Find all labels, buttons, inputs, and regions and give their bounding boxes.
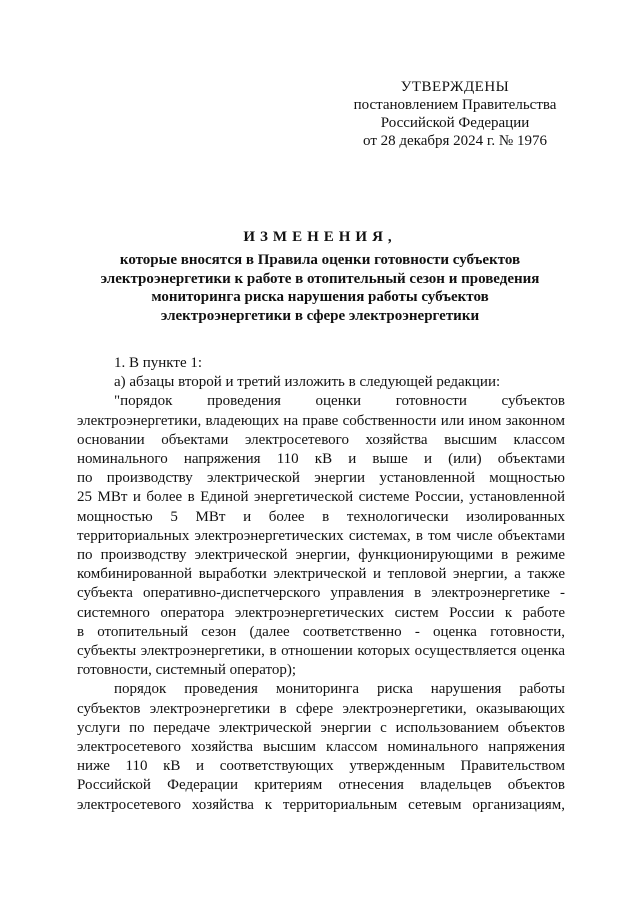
body-line: Российской Федерации критериям отнесения владельцев объектов xyxy=(77,777,565,794)
body-line: ниже 110 кВ и соответствующих утвержденным Правительством xyxy=(77,758,565,775)
document-subtitle-line: которые вносятся в Правила оценки готовности субъектов xyxy=(119,252,521,268)
document-body xyxy=(77,354,565,815)
body-line: а) абзацы второй и третий изложить в следующей редакции: xyxy=(114,374,501,391)
body-line: субъектов электроэнергетики в сфере электроэнергетики, оказывающих xyxy=(77,700,565,717)
body-line: территориальных электроэнергетических системах, в том числе объектами xyxy=(77,527,565,544)
body-line: по производству электрической энергии установленной мощностью xyxy=(77,470,565,487)
document-subtitle-line: электроэнергетики к работе в отопительный сезон и проведения xyxy=(100,270,540,287)
document-subtitle-line: электроэнергетики в сфере электроэнергетики xyxy=(160,307,480,324)
approval-line: Российской Федерации xyxy=(380,115,530,131)
body-line: готовности, системный оператор); xyxy=(77,662,297,679)
document-subtitle-line: мониторинга риска нарушения работы субъектов xyxy=(151,289,489,305)
body-line: электросетевого хозяйства высшим классом номинального напряжения xyxy=(77,739,565,756)
body-line: электросетевого хозяйства к территориальным сетевым организациям, xyxy=(77,796,565,813)
approval-title: УТВЕРЖДЕНЫ xyxy=(400,79,510,95)
body-line: номинального напряжения 110 кВ и выше и (или) объектами xyxy=(77,451,565,468)
document-heading xyxy=(60,228,580,325)
body-line: услуги по передаче электрической энергии с использованием объектов xyxy=(77,719,565,736)
body-line: электроэнергетики, владеющих на праве собственности или ином законном xyxy=(77,412,565,429)
body-line: основании объектами электросетевого хозяйства высшим классом xyxy=(77,431,565,448)
body-line: субъекта оперативно-диспетчерского управления в электроэнергетике - xyxy=(77,585,565,602)
body-line: "порядок проведения оценки готовности субъектов xyxy=(114,393,565,410)
body-line: 25 МВт и более в Единой энергетической системе России, установленной xyxy=(77,489,565,506)
body-line: системного оператора электроэнергетических систем России к работе xyxy=(77,604,565,621)
body-line: 1. В пункте 1: xyxy=(114,355,203,371)
body-line: субъекты электроэнергетики, в отношении которых осуществляется оценка xyxy=(77,643,565,660)
body-line: по производству электрической энергии, функционирующими в режиме xyxy=(77,547,565,564)
body-line: порядок проведения мониторинга риска нарушения работы xyxy=(114,681,565,698)
body-line: комбинированной выработки электрической и тепловой энергии, а также xyxy=(77,566,565,583)
approval-date-line: от 28 декабря 2024 г. № 1976 xyxy=(363,133,547,149)
approval-line: постановлением Правительства xyxy=(353,97,557,113)
body-line: в отопительный сезон (далее соответственно - оценка готовности, xyxy=(77,623,565,640)
body-line: мощностью 5 МВт и более в технологически изолированных xyxy=(77,508,565,525)
document-title: ИЗМЕНЕНИЯ, xyxy=(243,229,397,245)
approval-stamp xyxy=(330,78,580,150)
